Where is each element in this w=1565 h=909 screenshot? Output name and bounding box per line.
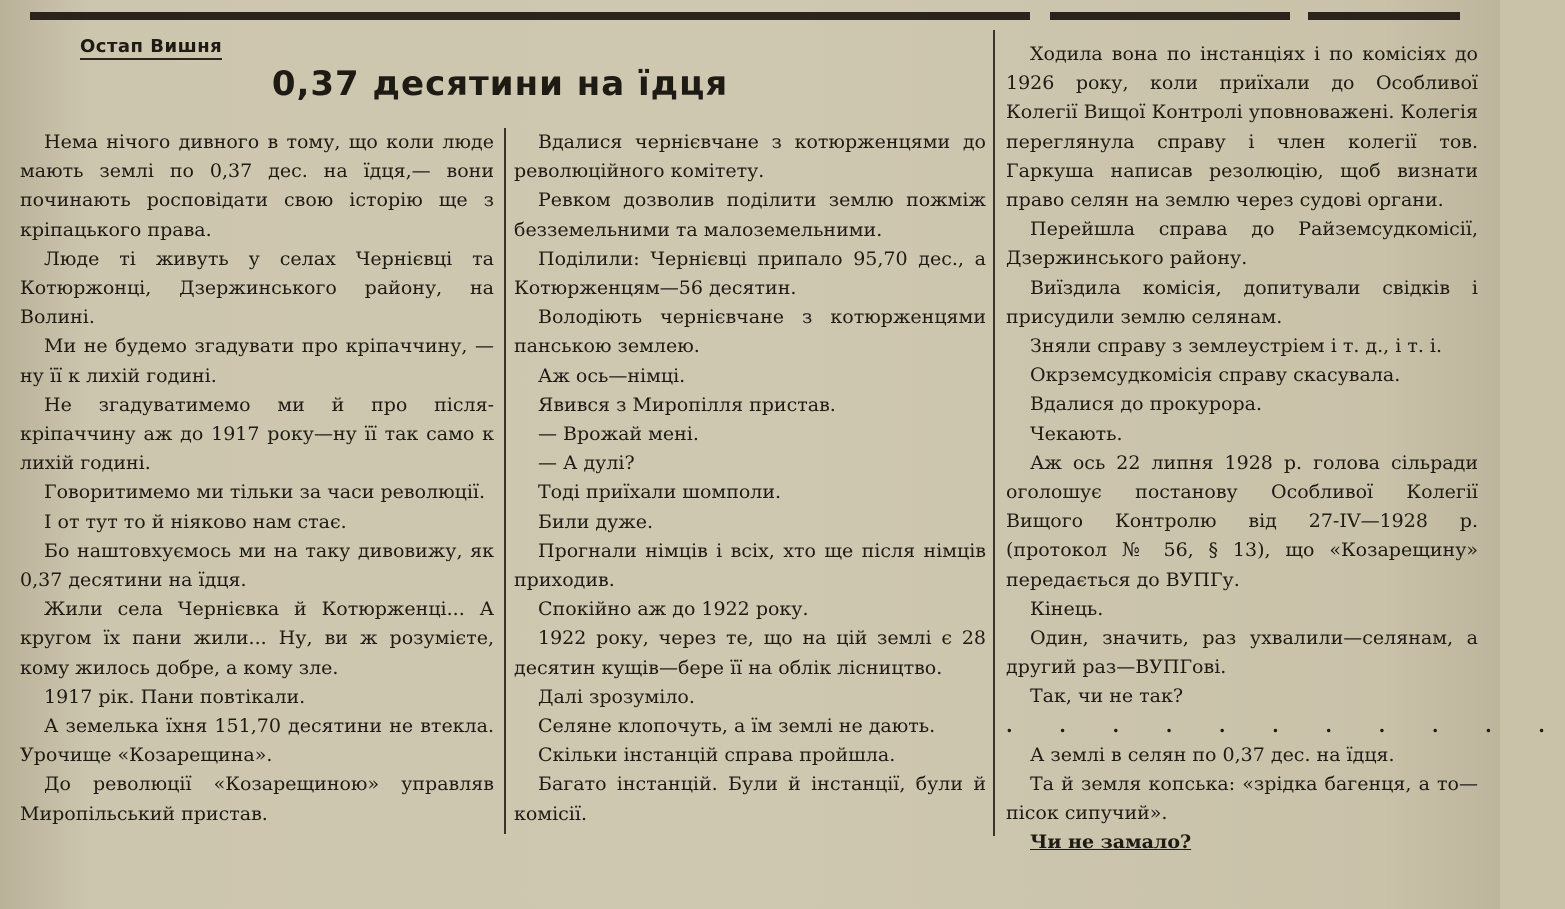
paragraph: 1922 року, через те, що на цій землі є 28 десятин кущів—бере її на облік лісництво.	[514, 627, 986, 679]
paragraph: І от тут то й ніяково нам стає.	[44, 510, 347, 533]
column-1	[20, 128, 494, 829]
ellipsis-separator: . . . . . . . . . . .	[1006, 714, 1565, 737]
paragraph: Та й земля копська: «зрідка багенця, а то—пісок сипучий».	[1006, 773, 1478, 825]
column-3	[1006, 40, 1565, 858]
paragraph: Нема нічого дивного в тому, що коли люде мають землі по 0,37 дес. на їдця,— вони починають росповідати свою історію ще з кріпацького права.	[20, 131, 494, 241]
paragraph: А землі в селян по 0,37 дес. на їдця.	[1030, 743, 1395, 766]
paragraph: Один, значить, раз ухвалили—селянам, а другий раз—ВУПГові.	[1006, 627, 1478, 679]
paragraph: Вдалися до прокурора.	[1030, 393, 1263, 416]
paragraph: Вдалися чернієвчане з котюрженцями до революційного комітету.	[514, 131, 986, 183]
paragraph: Окрземсудкомісія справу скасувала.	[1030, 364, 1401, 387]
paragraph: — А дулі?	[538, 452, 635, 475]
paragraph: Не згадуватимемо ми й про після-кріпаччину аж до 1917 року—ну її так само к лихій годині.	[20, 393, 494, 475]
article-title: 0,37 десятини на їдця	[271, 64, 729, 104]
paragraph: А земелька їхня 151,70 десятини не втекла. Урочище «Козарещина».	[20, 715, 494, 767]
column-divider	[504, 128, 506, 834]
top-rule	[30, 12, 1030, 20]
paragraph: 1917 рік. Пани повтікали.	[44, 685, 306, 708]
paragraph: Жили села Чернієвка й Котюрженці... А кругом їх пани жили... Ну, ви ж розумієте, кому жилось добре, а кому зле.	[20, 598, 494, 679]
paragraph: Ходила вона по інстанціях і по комісіях до 1926 року, коли приїхали до Особливої Колегії Вищої Контролі уповноважені. Колегія переглянула справу і член колегії тов. Гаркуша написав резолюцію, щоб визнати право селян на землю через судові органи.	[1006, 43, 1478, 212]
author-byline: Остап Вишня	[80, 36, 222, 60]
column-2	[514, 128, 986, 829]
paragraph: Далі зрозуміло.	[538, 685, 695, 708]
paragraph: Бо наштовхуємось ми на таку дивовижу, як 0,37 десятини на їдця.	[20, 539, 494, 592]
paragraph: До революції «Козарещиною» управляв Миропільський пристав.	[20, 773, 494, 825]
paragraph: Зняли справу з землеустріем і т. д., і т. і.	[1030, 335, 1443, 358]
paragraph: Скільки інстанцій справа пройшла.	[538, 744, 896, 767]
paragraph: Спокійно аж до 1922 року.	[538, 598, 809, 621]
paragraph: Люде ті живуть у селах Чернієвці та Котюржонці, Дзержинського району, на Волині.	[20, 247, 494, 329]
paragraph: Ми не будемо згадувати про кріпаччину, —ну її к лихій годині.	[20, 335, 494, 387]
paragraph: Ревком дозволив поділити землю пожміж безземельними та малоземельними.	[514, 189, 986, 241]
paragraph: Чекають.	[1030, 422, 1123, 445]
column-divider	[993, 30, 995, 836]
paragraph: Явився з Миропілля пристав.	[538, 393, 836, 416]
top-rule	[1050, 12, 1290, 20]
paragraph: Перейшла справа до Райземсудкомісії, Дзержинського району.	[1006, 218, 1478, 270]
paragraph: Так, чи не так?	[1030, 685, 1184, 708]
paragraph: Кінець.	[1030, 597, 1104, 620]
paragraph: Прогнали німців і всіх, хто ще після німців приходив.	[514, 539, 986, 592]
paragraph: Тоді приїхали шомполи.	[538, 481, 782, 504]
paragraph: Били дуже.	[538, 510, 654, 533]
top-rule	[1308, 12, 1460, 20]
paragraph: Говоритимемо ми тільки за часи революції.	[44, 481, 486, 504]
paragraph: Багато інстанцій. Були й інстанції, були й комісії.	[514, 773, 986, 825]
paragraph: Аж ось 22 липня 1928 р. голова сільради оголошує постанову Особливої Колегії Вищого Контролю від 27-IV—1928 р. (протокол № 56, § 13), що «Козарещину» передається до ВУПГу.	[1006, 451, 1478, 591]
paragraph: Поділили: Чернієвці припало 95,70 дес., а Котюрженцям—56 десятин.	[514, 247, 986, 300]
paragraph: Володіють чернієвчане з котюрженцями панською землею.	[514, 306, 986, 358]
paragraph: Селяне клопочуть, а їм землі не дають.	[538, 715, 936, 738]
paragraph: Виїздила комісія, допитували свідків і присудили землю селянам.	[1006, 276, 1478, 328]
closing-line: Чи не замало?	[1030, 831, 1192, 854]
paragraph: Аж ось—німці.	[538, 364, 686, 387]
paragraph: — Врожай мені.	[538, 423, 699, 446]
